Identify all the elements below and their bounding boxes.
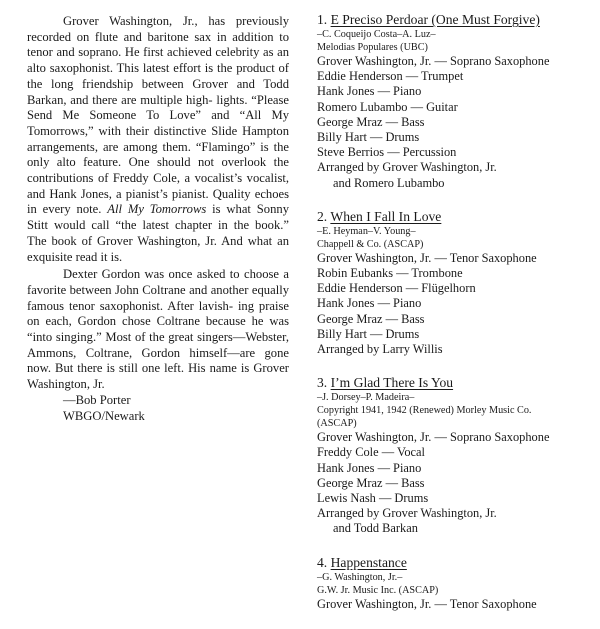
publisher-credit: Chappell & Co. (ASCAP): [317, 238, 424, 250]
publisher-credit: Melodias Populares (UBC): [317, 42, 428, 53]
arranger-line: Arranged by Larry Willis: [317, 342, 443, 357]
personnel-line: Grover Washington, Jr. — Soprano Saxophone: [317, 54, 550, 68]
personnel-line: George Mraz — Bass: [317, 475, 425, 490]
personnel-line: Romero Lubambo — Guitar: [317, 99, 458, 114]
personnel-line: George Mraz — Bass: [317, 114, 425, 129]
arranger-continuation: and Romero Lubambo: [333, 175, 445, 190]
personnel-line: Eddie Henderson — Flügelhorn: [317, 281, 476, 296]
publisher-credit: G.W. Jr. Music Inc. (ASCAP): [317, 584, 439, 596]
track-number: 3.: [317, 375, 328, 391]
composer-credit: –J. Dorsey–P. Madeira–: [317, 392, 415, 404]
track-title: When I Fall In Love: [330, 208, 442, 224]
track-heading: [317, 374, 592, 391]
personnel-line: Hank Jones — Piano: [317, 84, 422, 99]
track-number: 1.: [317, 12, 328, 27]
rights-credit: (ASCAP): [317, 418, 357, 430]
personnel-line: Hank Jones — Piano: [317, 296, 422, 311]
composer-credit: –C. Coqueijo Costa–A. Luz–: [317, 29, 436, 40]
arranger-continuation: and Todd Barkan: [333, 521, 418, 536]
essay-affiliation: WBGO/Newark: [63, 408, 145, 423]
arranger-line: Arranged by Grover Washington, Jr.: [317, 160, 497, 175]
personnel-line: Grover Washington, Jr. — Soprano Saxophone: [317, 430, 550, 445]
personnel-line: Lewis Nash — Drums: [317, 491, 429, 506]
personnel-line: George Mraz — Bass: [317, 311, 425, 326]
personnel-line: Grover Washington, Jr. — Tenor Saxophone: [317, 596, 537, 611]
publisher-credit: Copyright 1941, 1942 (Renewed) Morley Music Co.: [317, 405, 532, 417]
track-2: [317, 208, 592, 357]
track-heading: [317, 11, 592, 28]
track-title: Happenstance: [330, 554, 407, 570]
track-list: [317, 11, 592, 629]
composer-credit: –G. Washington, Jr.–: [317, 571, 403, 583]
essay-signature: —Bob Porter: [63, 392, 131, 407]
track-4: [317, 554, 592, 612]
track-heading: [317, 554, 592, 571]
track-title: I’m Glad There Is You: [330, 375, 454, 391]
liner-notes-essay: [27, 14, 289, 424]
personnel-line: Steve Berrios — Percussion: [317, 145, 457, 160]
personnel-line: Billy Hart — Drums: [317, 326, 420, 341]
personnel-line: Billy Hart — Drums: [317, 130, 420, 145]
personnel-line: Freddy Cole — Vocal: [317, 445, 425, 460]
track-number: 2.: [317, 208, 328, 224]
track-3: [317, 374, 592, 536]
essay-paragraph-2: Dexter Gordon was once asked to choose a favorite between John Coltrane and another equally famous tenor saxophonist. After lavish- ing praise on each, Gordon chose Coltrane because he was “into singing.” Most of the great singers—Webster, Ammons, Coltrane, Gordon himself—are gone now. But there is still one left. His name is Grover Washington, Jr.: [27, 267, 290, 392]
personnel-line: Hank Jones — Piano: [317, 460, 422, 475]
track-1: [317, 11, 592, 191]
track-title: E Preciso Perdoar (One Must Forgive): [330, 12, 540, 27]
track-heading: [317, 208, 592, 225]
personnel-line: Eddie Henderson — Trumpet: [317, 69, 464, 84]
essay-paragraph-1: Grover Washington, Jr., has previously recorded on flute and baritone sax in addition to tenor and soprano. He first achieved celebrity as an alto saxophonist. This latest effort is the product of the long friendship between Grover and Todd Barkan, and there are multiple high- lights. “Please Send Me Someone To Love” and “All My Tomorrows,” with their distinctive Slide Hampton arrangements, are among them. “Flamingo” is the only alto feature. One should not overlook the contributions of Freddy Cole, a vocalist’s vocalist, and Hank Jones, a pianist’s pianist. Quality echoes in every note. All My Tomorrows is what Sonny Stitt would call “the latest chapter in the book.” The book of Grover Washington, Jr. And what an exquisite read it is.: [27, 14, 290, 264]
arranger-line: Arranged by Grover Washington, Jr.: [317, 506, 497, 521]
personnel-line: Robin Eubanks — Trombone: [317, 266, 463, 281]
personnel-line: Grover Washington, Jr. — Tenor Saxophone: [317, 250, 537, 265]
album-title-italic: All My Tomorrows: [107, 202, 207, 217]
composer-credit: –E. Heyman–V. Young–: [317, 225, 416, 237]
track-number: 4.: [317, 554, 328, 570]
